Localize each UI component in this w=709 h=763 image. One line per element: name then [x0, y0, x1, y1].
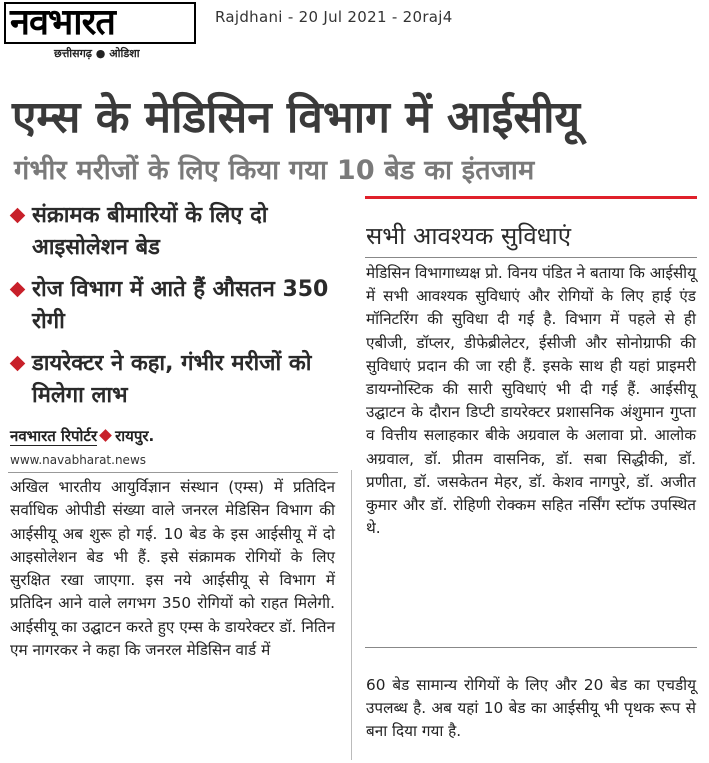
highlight-list: [8, 200, 338, 422]
article-paragraph: मेडिसिन विभागाध्यक्ष प्रो. विनय पंडित ने बताया कि आईसीयू में सभी आवश्यक सुविधाएं और रोगियों के लिए हाई एंड मॉनिटरिंग की सुविधा दी गई है. विभाग में पहले से ही एबीजी, डॉप्लर, डीफेब्रीलेटर, ईसीजी और सोनोग्राफी की सुविधाएं प्रदान की जा रही हैं. इसके साथ ही यहां प्राइमरी डायग्नोस्टिक की सारी सुविधाएं भी दी गई हैं. आईसीयू उद्घाटन के दौरान डिप्टी डायरेक्टर प्रशासनिक अंशुमान गुप्ता व वित्तीय सलाहकार बीके अग्रवाल के अलावा प्रो. आलोक अग्रवाल, डॉ. प्रीतम वासनिक, डॉ. सबा सिद्धीकी, डॉ. प्रणीता, डॉ. जसकेतन मेहर, डॉ. केशव नागपुरे, डॉ. अजीत कुमार और डॉ. रोहिणी रोक्कम सहित नर्सिंग स्टॉफ उपस्थित थे.: [366, 264, 697, 538]
article-paragraph: 60 बेड सामान्य रोगियों के लिए और 20 बेड का एचडीयू उपलब्ध है. अब यहां 10 बेड का आईसीयू भी पृथक रूप से बना दिया गया है.: [366, 676, 696, 741]
diamond-bullet-icon: [10, 208, 26, 224]
masthead: [4, 2, 204, 60]
highlight-item: [8, 274, 338, 338]
column-divider: [351, 470, 352, 760]
divider: [365, 647, 697, 648]
red-divider: [365, 196, 697, 199]
highlight-item: [8, 200, 338, 264]
diamond-bullet-icon: [10, 356, 26, 372]
article-paragraph: अखिल भारतीय आयुर्विज्ञान संस्थान (एम्स) में प्रतिदिन सर्वाधिक ओपीडी संख्या वाले जनरल मेडिसिन विभाग की आईसीयू अब शुरू हो गई. 10 बेड के इस आईसीयू में दो आइसोलेशन बेड भी हैं. इसे संक्रामक रोगियों के लिए सुरक्षित रखा जाएगा. इस नये आईसीयू से विभाग में प्रतिदिन आने वाले लगभग 350 रोगियों को राहत मिलेगी. आईसीयू का उद्घाटन करते हुए एम्स के डायरेक्टर डॉ. नितिन एम नागरकर ने कहा कि जनरल मेडिसिन वार्ड में: [10, 478, 335, 660]
article-continuation: [366, 674, 696, 744]
diamond-bullet-icon: [10, 282, 26, 298]
section-heading: सभी आवश्यक सुविधाएं: [366, 222, 572, 250]
highlight-text: डायरेक्टर ने कहा, गंभीर मरीजों को मिलेगा लाभ: [32, 351, 312, 408]
logo-regions: छत्तीसगढ़ ● ओडिशा: [54, 47, 140, 60]
highlight-text: रोज विभाग में आते हैं औसतन 350 रोगी: [32, 277, 329, 334]
newspaper-logo: नवभारत: [4, 2, 196, 44]
article-body-left: [10, 476, 335, 662]
article-body-right: [366, 262, 696, 540]
byline: [10, 426, 154, 446]
highlight-item: [8, 348, 338, 412]
reporter-name: नवभारत रिपोर्टर: [10, 427, 98, 445]
edition-info: Rajdhani - 20 Jul 2021 - 20raj4: [215, 8, 453, 26]
dateline-city: रायपुर.: [115, 427, 155, 445]
page-title: एम्स के मेडिसिन विभाग में आईसीयू: [12, 92, 581, 143]
subheadline: गंभीर मरीजों के लिए किया गया 10 बेड का इंतजाम: [14, 155, 535, 186]
highlight-text: संक्रामक बीमारियों के लिए दो आइसोलेशन बेड: [32, 203, 268, 260]
website-link[interactable]: www.navabharat.news: [10, 453, 147, 467]
divider: [365, 257, 697, 258]
diamond-separator-icon: [99, 429, 112, 442]
divider: [8, 472, 338, 473]
